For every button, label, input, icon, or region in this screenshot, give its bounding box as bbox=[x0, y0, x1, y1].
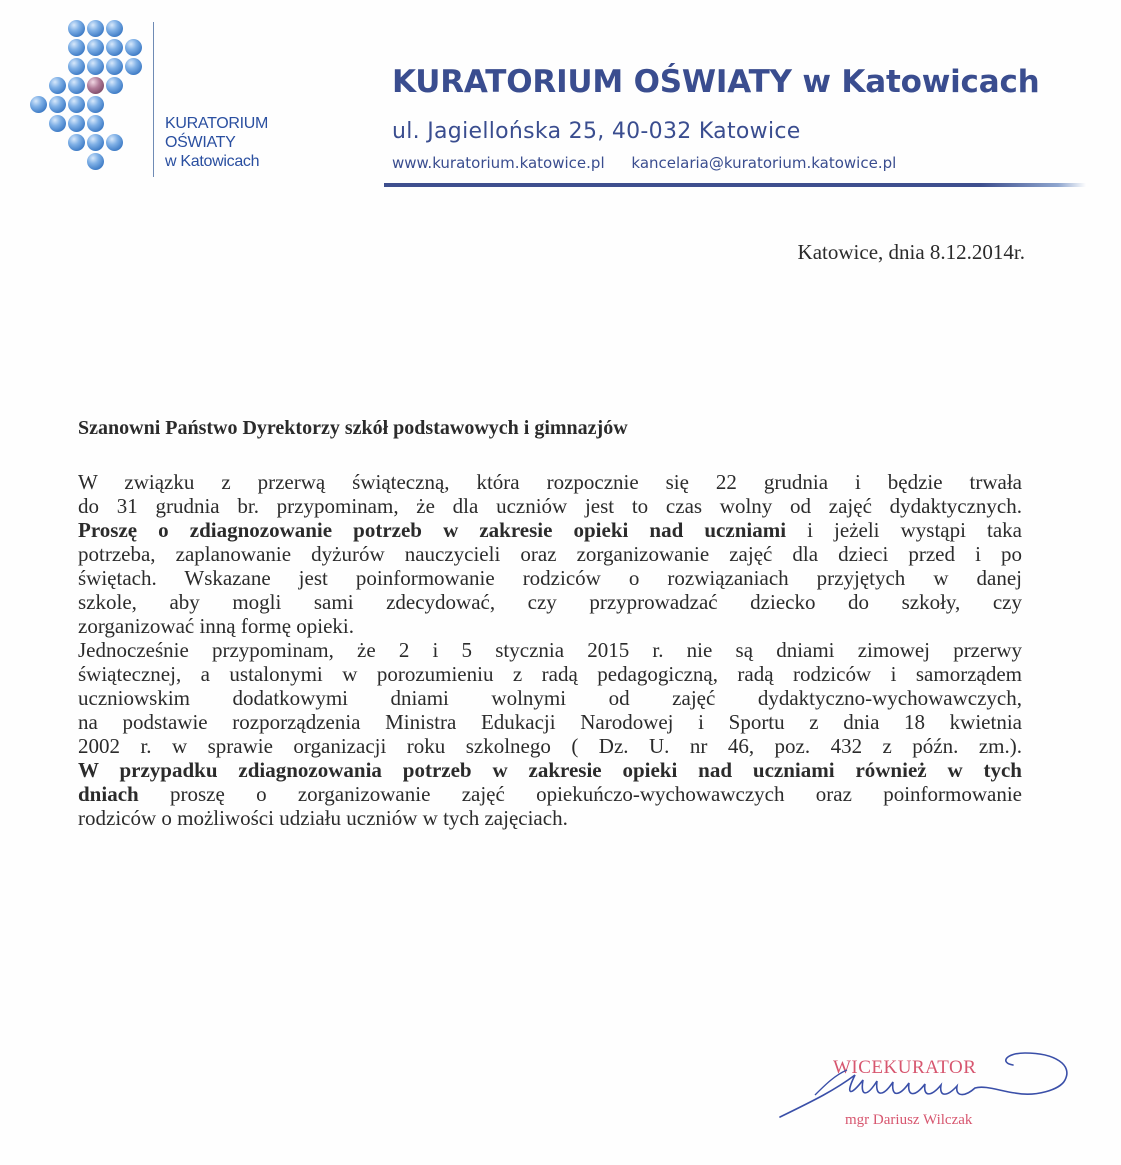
text-line bbox=[78, 782, 1022, 806]
text-line bbox=[78, 758, 1022, 782]
contact-line bbox=[392, 154, 896, 172]
text-line: szkole, aby mogli sami zdecydować, czy przyprowadzać dziecko do szkoły, czy bbox=[78, 590, 1022, 614]
bold-text: W przypadku zdiagnozowania potrzeb w zakresie opieki nad uczniami również w tych bbox=[78, 758, 1022, 782]
logo-line: OŚWIATY bbox=[165, 134, 236, 151]
email-link[interactable]: kancelaria@kuratorium.katowice.pl bbox=[631, 154, 897, 172]
text-line: do 31 grudnia br. przypominam, że dla uczniów jest to czas wolny od zajęć dydaktycznych. bbox=[78, 494, 1022, 518]
logo-line: KURATORIUM bbox=[165, 115, 269, 132]
text-line: na podstawie rozporządzenia Ministra Edukacji Narodowej i Sportu z dnia 18 kwietnia bbox=[78, 710, 1022, 734]
paragraph-2 bbox=[78, 638, 1022, 830]
text-line: Jednocześnie przypominam, że 2 i 5 stycznia 2015 r. nie są dniami zimowej przerwy bbox=[78, 638, 1022, 662]
logo-divider bbox=[153, 22, 154, 177]
institution-title: KURATORIUM OŚWIATY w Katowicach bbox=[392, 64, 1040, 100]
bold-text: dniach bbox=[78, 782, 139, 806]
text-line: rodziców o możliwości udziału uczniów w tych zajęciach. bbox=[78, 806, 568, 830]
stamp-title: WICEKURATOR bbox=[833, 1057, 977, 1078]
bold-text: Proszę o zdiagnozowanie potrzeb w zakresie opieki nad uczniami bbox=[78, 518, 787, 542]
signatory-name: mgr Dariusz Wilczak bbox=[845, 1112, 973, 1128]
text-line bbox=[78, 518, 1022, 542]
logo-line: w Katowicach bbox=[165, 153, 260, 170]
letter-date: Katowice, dnia 8.12.2014r. bbox=[797, 240, 1025, 264]
header-divider bbox=[384, 183, 1086, 187]
letter-body bbox=[78, 470, 1022, 830]
text-line: potrzeba, zaplanowanie dyżurów nauczycieli oraz zorganizowanie zajęć dla dzieci przed i po bbox=[78, 542, 1022, 566]
website-link[interactable]: www.kuratorium.katowice.pl bbox=[392, 154, 605, 172]
paragraph-1 bbox=[78, 470, 1022, 638]
logo-wordmark bbox=[165, 114, 268, 171]
text-line: uczniowskim dodatkowymi dniami wolnymi od zajęć dydaktyczno-wychowawczych, bbox=[78, 686, 1022, 710]
text-run: proszę o zorganizowanie zajęć opiekuńczo-wychowawczych oraz poinformowanie bbox=[138, 782, 1022, 806]
text-line: zorganizować inną formę opieki. bbox=[78, 614, 355, 638]
text-line: W związku z przerwą świąteczną, która rozpocznie się 22 grudnia i będzie trwała bbox=[78, 470, 1022, 494]
salutation: Szanowni Państwo Dyrektorzy szkół podstawowych i gimnazjów bbox=[78, 417, 628, 439]
text-line: 2002 r. w sprawie organizacji roku szkolnego ( Dz. U. nr 46, poz. 432 z późn. zm.). bbox=[78, 734, 1022, 758]
text-run: i jeżeli wystąpi taka bbox=[786, 518, 1022, 542]
text-line: świętach. Wskazane jest poinformowanie rodziców o rozwiązaniach przyjętych w danej bbox=[78, 566, 1022, 590]
text-line: świątecznej, a ustalonymi w porozumieniu z radą pedagogiczną, radą rodziców i samorządem bbox=[78, 662, 1022, 686]
institution-address: ul. Jagiellońska 25, 40-032 Katowice bbox=[392, 119, 801, 144]
dot-grid-logo-icon bbox=[28, 20, 148, 180]
